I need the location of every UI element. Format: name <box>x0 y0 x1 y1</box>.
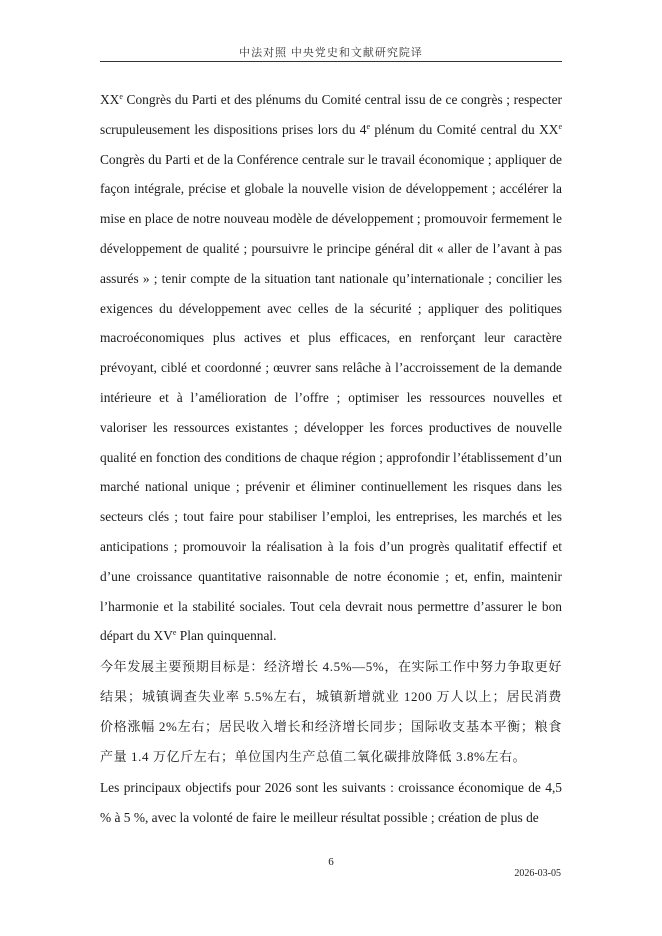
header-rule <box>100 61 562 62</box>
paragraph-text: Congrès du Parti et de la Conférence centrale sur le travail économique ; appliquer de façon intégrale, précise et globale la nouvelle vision de développement ; accélérer la mise en place de notre nouveau modèle de développement ; promouvoir fermement le développement de qualité ; poursuivre le principe général dit « aller de l’avant à pas assurés » ; tenir compte de la situation tant nationale qu’internationale ; concilier les exigences du développement avec celles de la sécurité ; appliquer des politiques macroéconomiques plus actives et plus efficaces, en renforçant leur caractère prévoyant, ciblé et coordonné ; œuvrer sans relâche à l’accroissement de la demande intérieure et à l’amélioration de l’offre ; optimiser les ressources nouvelles et valoriser les ressources existantes ; développer les forces productives de nouvelle qualité en fonction des conditions de chaque région ; approfondir l’établissement d’un marché national unique ; prévenir et éliminer continuellement les risques dans les secteurs clés ; tout faire pour stabiliser l’emploi, les entreprises, les marchés et les anticipations ; promouvoir la réalisation à la fois d’un progrès qualitatif effectif et d’une croissance quantitative raisonnable de notre économie ; et, enfin, maintenir l’harmonie et la stabilité sociales. Tout cela devrait nous permettre d’assurer le bon départ du XV <box>100 151 562 644</box>
paragraph-french-2: Les principaux objectifs pour 2026 sont les suivants : croissance économique de 4,5 % à 5 %, avec la volonté de faire le meilleur résultat possible ; création de plus de <box>100 780 562 825</box>
running-header: 中法对照 中央党史和文献研究院译 <box>239 47 423 59</box>
document-body <box>100 85 562 833</box>
paragraph-french-1 <box>100 85 562 651</box>
paragraph-text: Plan quinquennal. <box>176 628 277 644</box>
superscript: e <box>366 121 371 131</box>
footer-date: 2026-03-05 <box>514 868 561 879</box>
paragraph-text: XX <box>100 92 120 107</box>
superscript: e <box>172 628 177 638</box>
paragraph-text: plénum du Comité central du XX <box>370 121 559 137</box>
paragraph-text: Congrès du Parti et des plénums du Comité central issu de ce congrès ; respecter scrupuleusement les dispositions prises lors du 4 <box>100 92 562 137</box>
paragraph-chinese: 今年发展主要预期目标是：经济增长 4.5%—5%，在实际工作中努力争取更好结果；城镇调查失业率 5.5%左右，城镇新增就业 1200 万人以上；居民消费价格涨幅 2%左右；居民收入增长和经济增长同步；国际收支基本平衡；粮食产量 1.4 万亿斤左右；单位国内生产总值二氧化碳排放降低 3.8%左右。 <box>100 659 562 765</box>
superscript: e <box>558 121 562 131</box>
superscript: e <box>119 92 123 101</box>
page-number: 6 <box>328 856 334 868</box>
